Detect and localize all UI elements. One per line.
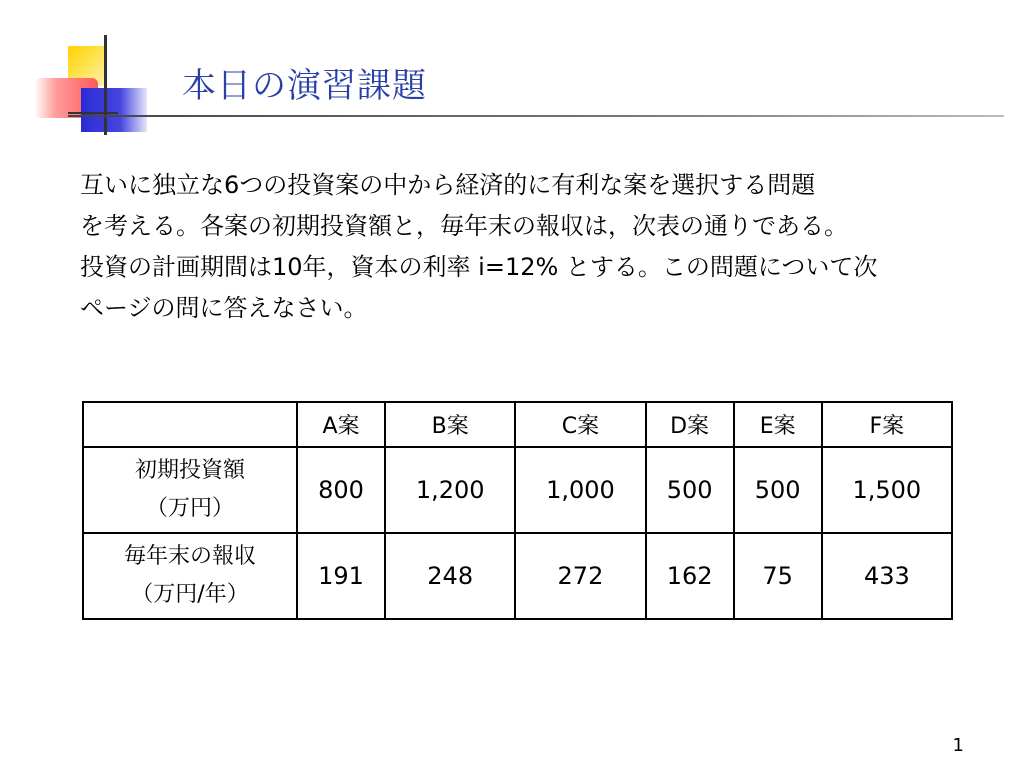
- title-underline: [68, 115, 1004, 117]
- table-cell: 248: [385, 533, 515, 619]
- table-cell: 500: [646, 447, 734, 533]
- row-header-unit: （万円）: [145, 496, 234, 521]
- table-cell: 500: [734, 447, 822, 533]
- title-decoration: [0, 0, 180, 140]
- row-header-initial-investment: [83, 447, 297, 533]
- decoration-vertical-line: [104, 35, 107, 135]
- table-corner-cell: [83, 402, 297, 447]
- table-cell: 1,500: [822, 447, 952, 533]
- problem-line: 互いに独立な6つの投資案の中から経済的に有利な案を選択する問題: [80, 171, 816, 199]
- decoration-horizontal-line: [68, 112, 118, 114]
- table-cell: 75: [734, 533, 822, 619]
- table-header-row: [83, 402, 952, 447]
- problem-line: ページの問に答えなさい。: [80, 294, 368, 322]
- decoration-blue-block: [81, 88, 147, 132]
- table-row-initial-investment: [83, 447, 952, 533]
- table-cell: 1,200: [385, 447, 515, 533]
- row-header-annual-return: [83, 533, 297, 619]
- column-header-e: E案: [734, 402, 822, 447]
- table-cell: 191: [297, 533, 385, 619]
- problem-statement: [80, 165, 960, 329]
- table-cell: 800: [297, 447, 385, 533]
- table-cell: 433: [822, 533, 952, 619]
- investment-table: [82, 401, 953, 620]
- page-number: 1: [952, 735, 964, 756]
- table-cell: 162: [646, 533, 734, 619]
- table-cell: 1,000: [515, 447, 645, 533]
- column-header-a: A案: [297, 402, 385, 447]
- problem-line: を考える。各案の初期投資額と，毎年末の報収は，次表の通りである。: [80, 212, 848, 240]
- row-header-label: 初期投資額: [134, 458, 245, 483]
- column-header-d: D案: [646, 402, 734, 447]
- problem-line: 投資の計画期間は10年，資本の利率 i=12% とする。この問題について次: [80, 253, 878, 281]
- table-row-annual-return: [83, 533, 952, 619]
- table-cell: 272: [515, 533, 645, 619]
- column-header-f: F案: [822, 402, 952, 447]
- slide-title: 本日の演習課題: [182, 66, 427, 106]
- column-header-c: C案: [515, 402, 645, 447]
- column-header-b: B案: [385, 402, 515, 447]
- row-header-unit: （万円/年）: [131, 582, 249, 607]
- row-header-label: 毎年末の報収: [123, 544, 256, 569]
